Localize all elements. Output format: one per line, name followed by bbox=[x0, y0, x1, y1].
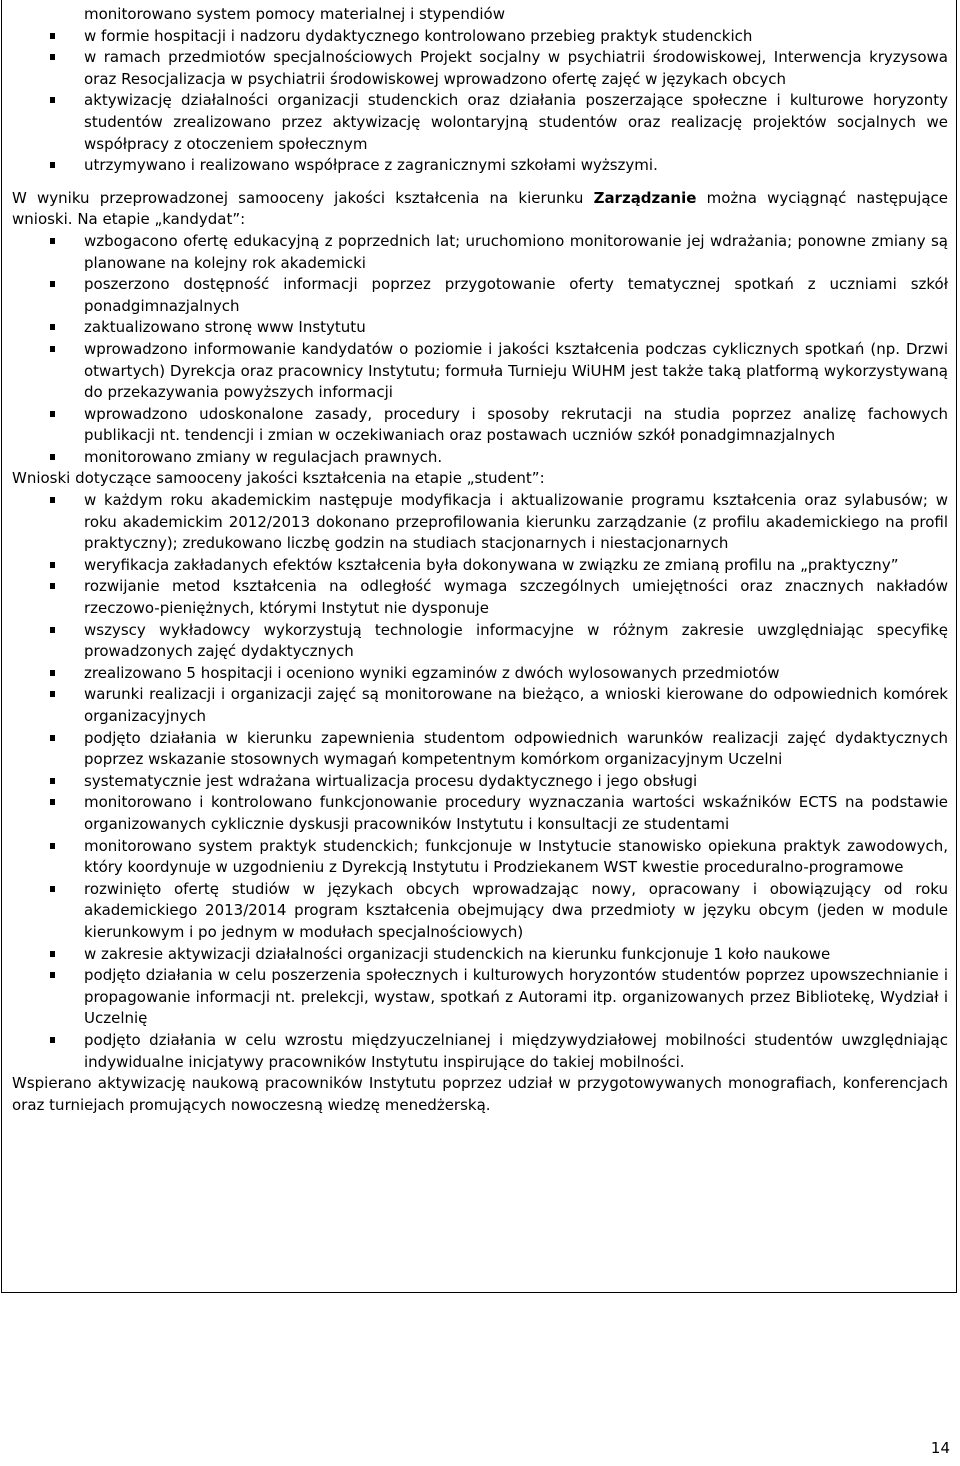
program-name: Zarządzanie bbox=[593, 188, 697, 207]
list-item: w ramach przedmiotów specjalnościowych Projekt socjalny w psychiatrii środowiskowej, Interwencja kryzysowa oraz Resocjalizacja w psychiatrii środowiskowej wprowadzono ofertę zajęć w językach obcych bbox=[12, 47, 948, 90]
list-item: systematycznie jest wdrażana wirtualizacja procesu dydaktycznego i jego obsługi bbox=[12, 771, 948, 793]
list-item: monitorowano i kontrolowano funkcjonowanie procedury wyznaczania wartości wskaźników ECTS na podstawie organizowanych cyklicznie dyskusji pracowników Instytutu i konsultacji ze studentami bbox=[12, 792, 948, 835]
paragraph-text: W wyniku przeprowadzonej samooceny jakości kształcenia na kierunku bbox=[12, 188, 594, 207]
list-item: rozwinięto ofertę studiów w językach obcych wprowadzając nowy, opracowany i obowiązujący od roku akademickiego 2013/2014 program kształcenia obejmujący dwa przedmioty w języku obcym (jeden w module kierunkowym i po jednym w modułach specjalnościowych) bbox=[12, 879, 948, 944]
page-number: 14 bbox=[930, 1439, 950, 1457]
list-item: wprowadzono udoskonalone zasady, procedury i sposoby rekrutacji na studia poprzez analizę fachowych publikacji nt. tendencji i zmian w oczekiwaniach oraz postawach uczniów szkół ponadgimnazjalnych bbox=[12, 404, 948, 447]
list-item: podjęto działania w celu poszerzenia społecznych i kulturowych horyzontów studentów poprzez upowszechnianie i propagowanie informacji nt. prelekcji, wystaw, spotkań z Autorami itp. organizowanych przez Bibliotekę, Wydział i Uczelnię bbox=[12, 965, 948, 1030]
paragraph-closing: Wspierano aktywizację naukową pracowników Instytutu poprzez udział w przygotowywanych monografiach, konferencjach oraz turniejach promujących nowoczesną wiedzę menedżerską. bbox=[12, 1074, 948, 1114]
list-item: zrealizowano 5 hospitacji i oceniono wyniki egzaminów z dwóch wylosowanych przedmiotów bbox=[12, 663, 948, 685]
list-item: warunki realizacji i organizacji zajęć są monitorowane na bieżąco, a wnioski kierowane do odpowiednich komórek organizacyjnych bbox=[12, 684, 948, 727]
paragraph-text: można wyciągnąć następujące wnioski. Na etapie „kandydat”: bbox=[12, 188, 949, 229]
list-item: monitorowano zmiany w regulacjach prawnych. bbox=[12, 447, 948, 469]
list-item: monitorowano system praktyk studenckich; funkcjonuje w Instytucie stanowisko opiekuna praktyk zawodowych, który koordynuje w uzgodnieniu z Dyrekcją Instytutu i Prodziekanem WST kwestie proceduralno-programowe bbox=[12, 836, 948, 879]
list-item: podjęto działania w kierunku zapewnienia studentom odpowiednich warunków realizacji zajęć dydaktycznych poprzez wskazanie stosownych wymagań kompetentnym komórkom organizacyjnym Uczelni bbox=[12, 728, 948, 771]
list-item: utrzymywano i realizowano współprace z zagranicznymi szkołami wyższymi. bbox=[12, 155, 948, 177]
list-item: wzbogacono ofertę edukacyjną z poprzednich lat; uruchomiono monitorowanie jej wdrażania; ponowne zmiany są planowane na kolejny rok akademicki bbox=[12, 231, 948, 274]
list-item: w zakresie aktywizacji działalności organizacji studenckich na kierunku funkcjonuje 1 koło naukowe bbox=[12, 944, 948, 966]
list-item: podjęto działania w celu wzrostu międzyuczelnianej i międzywydziałowej mobilności studentów uwzględniając indywidualne inicjatywy pracowników Instytutu inspirujące do takiej mobilności. bbox=[12, 1030, 948, 1073]
list-item: zaktualizowano stronę www Instytutu bbox=[12, 317, 948, 339]
document-body bbox=[12, 4, 948, 1116]
paragraph-student-intro: Wnioski dotyczące samooceny jakości kształcenia na etapie „student”: bbox=[12, 469, 545, 488]
spacer bbox=[12, 177, 948, 188]
list-item: w każdym roku akademickim następuje modyfikacja i aktualizowanie programu kształcenia oraz sylabusów; w roku akademickim 2012/2013 dokonano przeprofilowania kierunku zarządzanie (z profilu akademickiego na profil praktyczny); zredukowano liczbę godzin na studiach stacjonarnych i niestacjonarnych bbox=[12, 490, 948, 555]
list-item: wprowadzono informowanie kandydatów o poziomie i jakości kształcenia podczas cyklicznych spotkań (np. Drzwi otwartych) Dyrekcja oraz pracownicy Instytutu; formuła Turnieju WiUHM jest także taką platformą wykorzystywaną do przekazywania powyższych informacji bbox=[12, 339, 948, 404]
list-item: poszerzono dostępność informacji poprzez przygotowanie oferty tematycznej spotkań z uczniami szkół ponadgimnazjalnych bbox=[12, 274, 948, 317]
list-item: w formie hospitacji i nadzoru dydaktycznego kontrolowano przebieg praktyk studenckich bbox=[12, 26, 948, 48]
bullet-list-1 bbox=[12, 4, 948, 177]
list-item: wszyscy wykładowcy wykorzystują technologie informacyjne w różnym zakresie uwzględniając specyfikę prowadzonych zajęć dydaktycznych bbox=[12, 620, 948, 663]
bullet-list-student bbox=[12, 490, 948, 1073]
paragraph-conclusions-intro bbox=[12, 188, 948, 231]
list-item: weryfikacja zakładanych efektów kształcenia była dokonywana w związku ze zmianą profilu na „praktyczny” bbox=[12, 555, 948, 577]
list-item: monitorowano system pomocy materialnej i stypendiów bbox=[84, 5, 506, 23]
list-item: rozwijanie metod kształcenia na odległość wymaga szczególnych umiejętności oraz znacznych nakładów rzeczowo-pieniężnych, którymi Instytut nie dysponuje bbox=[12, 576, 948, 619]
list-item: aktywizację działalności organizacji studenckich oraz działania poszerzające społeczne i kulturowe horyzonty studentów zrealizowano przez aktywizację wolontaryjną studentów oraz realizację projektów socjalnych we współpracy z otoczeniem społecznym bbox=[12, 90, 948, 155]
bullet-list-candidate bbox=[12, 231, 948, 469]
